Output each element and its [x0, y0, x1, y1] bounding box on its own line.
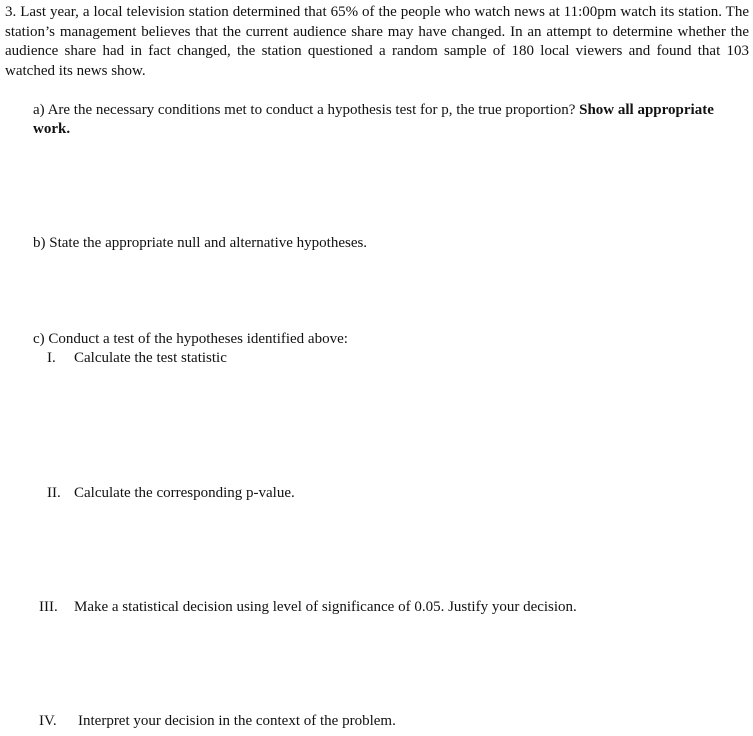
- subquestion-3: [39, 598, 577, 617]
- problem-statement: 3. Last year, a local television station determined that 65% of the people who watch news at 11:00pm watch its station. The station’s management believes that the current audience share may have changed. In an attempt to determine whether the audience share had in fact changed, the station questioned a random sample of 180 local viewers and found that 103 watched its news show.: [5, 4, 749, 79]
- subquestion-1: [47, 349, 227, 368]
- subquestion-number: I.: [47, 350, 56, 366]
- subquestion-number: IV.: [39, 713, 57, 729]
- subquestion-text: Calculate the test statistic: [74, 350, 227, 366]
- part-c-question: c) Conduct a test of the hypotheses identified above:: [33, 331, 348, 347]
- part-a-emphasis: Show all appropriate work.: [33, 102, 714, 137]
- subquestion-number: III.: [39, 599, 58, 615]
- part-b-question: b) State the appropriate null and alternative hypotheses.: [33, 235, 368, 251]
- subquestion-text: Make a statistical decision using level of significance of 0.05. Justify your decision.: [74, 599, 577, 615]
- subquestion-text: Calculate the corresponding p-value.: [74, 485, 295, 501]
- subquestion-4: [39, 712, 396, 731]
- subquestion-text: Interpret your decision in the context of the problem.: [78, 713, 396, 729]
- subquestion-number: II.: [47, 485, 61, 501]
- subquestion-2: [47, 484, 295, 503]
- part-a-text: a) Are the necessary conditions met to conduct a hypothesis test for p, the true proportion?: [33, 102, 580, 118]
- part-a-question: [33, 101, 723, 139]
